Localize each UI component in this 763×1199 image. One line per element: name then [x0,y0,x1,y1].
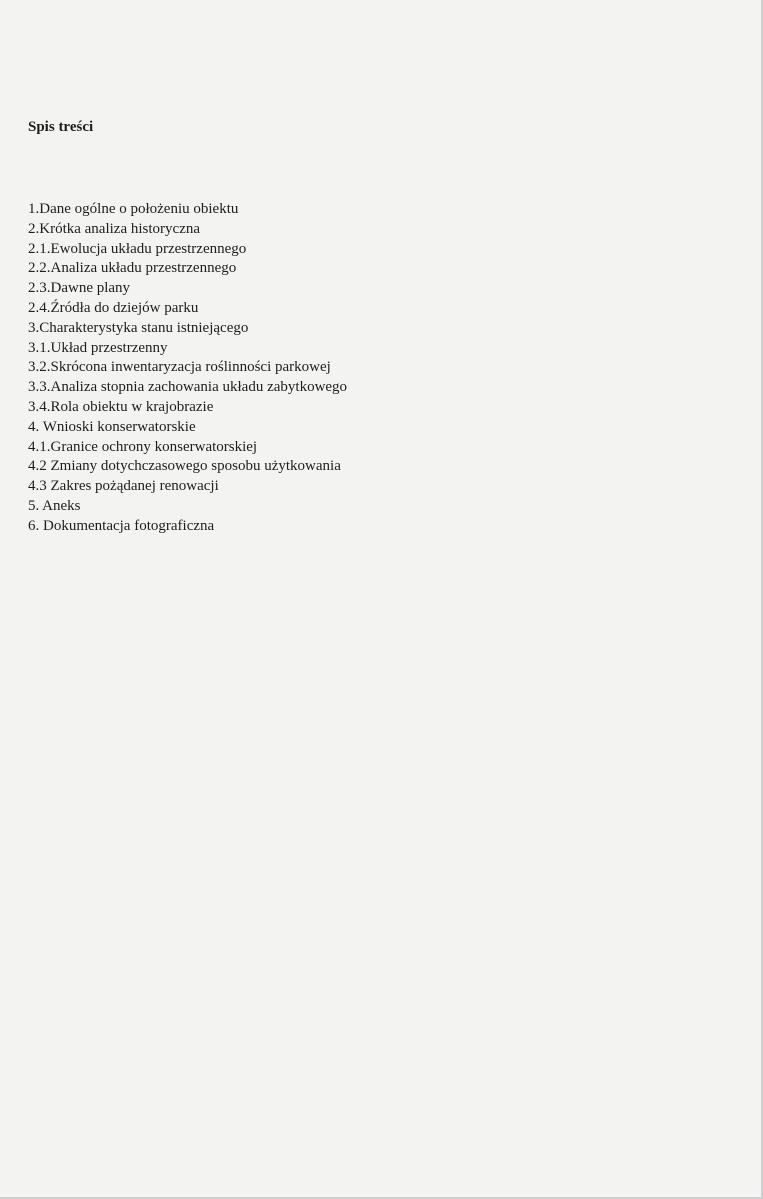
toc-item: 3.3.Analiza stopnia zachowania układu zabytkowego [28,379,348,396]
toc-item: 2.4.Źródła do dziejów parku [28,299,199,316]
toc-item: 1.Dane ogólne o położeniu obiektu [28,201,239,217]
table-of-contents [28,200,347,537]
toc-item: 2.Krótka analiza historyczna [28,220,201,237]
toc-item: 4.2 Zmiany dotychczasowego sposobu użytkowania [28,458,341,475]
toc-item: 5. Aneks [28,497,81,514]
toc-item: 3.4.Rola obiektu w krajobrazie [28,398,214,415]
toc-item: 3.2.Skrócona inwentaryzacja roślinności parkowej [28,359,331,376]
toc-item: 6. Dokumentacja fotograficzna [28,517,215,534]
toc-item: 3.1.Układ przestrzenny [28,339,168,356]
toc-item: 2.3.Dawne plany [28,280,131,297]
toc-item: 4.3 Zakres pożądanej renowacji [28,478,219,495]
toc-item: 2.2.Analiza układu przestrzennego [28,260,237,277]
toc-item: 4. Wnioski konserwatorskie [28,418,196,435]
toc-item: 2.1.Ewolucja układu przestrzennego [28,240,247,257]
toc-item: 3.Charakterystyka stanu istniejącego [28,319,249,336]
page-title: Spis treści [28,119,94,135]
toc-item: 4.1.Granice ochrony konserwatorskiej [28,438,258,455]
